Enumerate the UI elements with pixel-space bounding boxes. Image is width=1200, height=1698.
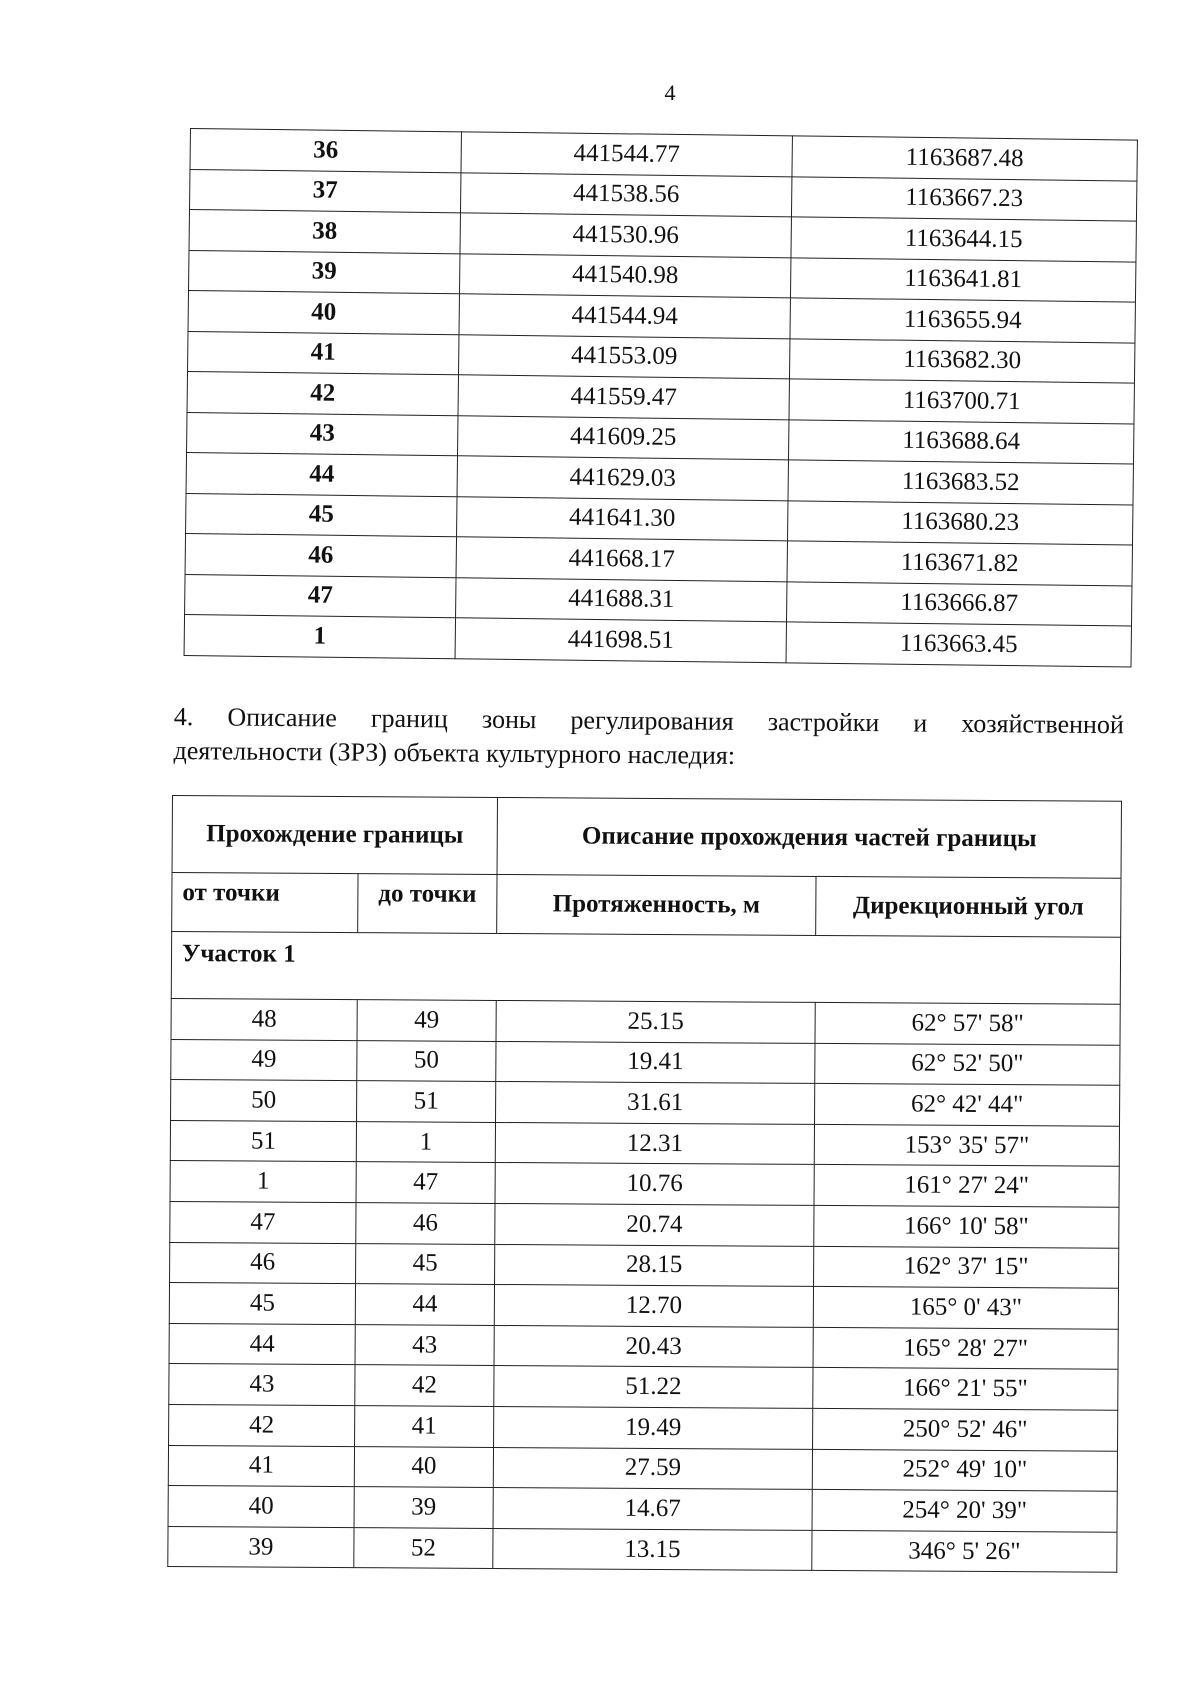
to-point: 40 [354, 1446, 493, 1487]
coord-y: 1163688.64 [788, 419, 1133, 464]
from-point: 50 [171, 1080, 357, 1122]
section-heading-line-1: 4. Описание границ зоны регулирования застройки и хозяйственной [173, 701, 1124, 740]
from-point: 43 [169, 1364, 355, 1406]
to-point: 43 [355, 1324, 494, 1365]
coord-y: 1163680.23 [788, 500, 1133, 545]
point-number: 41 [188, 331, 459, 375]
from-point: 44 [169, 1323, 355, 1365]
from-point: 39 [168, 1526, 354, 1568]
section-heading [173, 700, 1124, 776]
direction-angle: 162° 37' 15" [814, 1246, 1119, 1288]
section-row [171, 932, 1120, 1005]
boundary-row [169, 1404, 1118, 1450]
direction-angle: 161° 27' 24" [814, 1165, 1119, 1207]
to-point: 49 [357, 1000, 496, 1041]
boundary-row [170, 1242, 1119, 1288]
boundary-row [168, 1486, 1117, 1532]
to-point: 50 [357, 1040, 496, 1081]
to-point: 41 [355, 1406, 494, 1447]
from-point: 48 [171, 998, 357, 1040]
direction-angle: 166° 21' 55" [813, 1368, 1118, 1410]
boundary-row [169, 1323, 1118, 1369]
boundary-row [171, 1039, 1120, 1085]
to-point: 51 [357, 1081, 496, 1122]
segment-length: 28.15 [495, 1244, 814, 1287]
coord-x: 441544.94 [459, 294, 790, 339]
to-point: 42 [355, 1365, 494, 1406]
coord-y: 1163687.48 [792, 136, 1137, 181]
from-point: 42 [169, 1404, 355, 1446]
direction-angle: 62° 57' 58" [815, 1002, 1120, 1044]
point-number: 39 [189, 250, 460, 294]
segment-length: 20.74 [495, 1203, 814, 1246]
point-number: 43 [187, 412, 458, 456]
coord-y: 1163700.71 [789, 379, 1134, 424]
boundary-row [171, 1080, 1120, 1126]
coord-x: 441540.98 [459, 253, 790, 298]
coordinates-table-body [184, 129, 1137, 667]
coord-y: 1163641.81 [790, 257, 1135, 302]
point-number: 46 [185, 533, 456, 577]
from-point: 51 [170, 1120, 356, 1162]
from-point: 49 [171, 1039, 357, 1081]
segment-length: 14.67 [493, 1488, 812, 1531]
segment-length: 10.76 [495, 1163, 814, 1206]
boundary-row [170, 1161, 1119, 1207]
boundary-table-header [172, 796, 1122, 938]
segment-length: 13.15 [493, 1528, 812, 1571]
coord-y: 1163663.45 [786, 622, 1131, 667]
coord-x: 441609.25 [458, 415, 789, 460]
point-number: 40 [188, 290, 459, 334]
coord-x: 441538.56 [460, 172, 791, 217]
header-from-point: от точки [172, 873, 358, 933]
from-point: 1 [170, 1161, 356, 1203]
point-number: 44 [186, 452, 457, 496]
header-boundary-passage: Прохождение границы [172, 796, 497, 875]
point-number: 37 [190, 169, 461, 213]
segment-length: 27.59 [493, 1447, 812, 1490]
coord-x: 441629.03 [457, 456, 788, 501]
coord-y: 1163644.15 [791, 217, 1136, 262]
segment-length: 19.41 [496, 1041, 815, 1084]
coord-y: 1163667.23 [791, 176, 1136, 221]
segment-length: 12.31 [495, 1122, 814, 1165]
to-point: 46 [356, 1203, 495, 1244]
to-point: 45 [356, 1243, 495, 1284]
from-point: 46 [170, 1242, 356, 1284]
direction-angle: 165° 0' 43" [813, 1287, 1118, 1329]
direction-angle: 252° 49' 10" [812, 1449, 1117, 1491]
boundary-table-body [168, 932, 1121, 1573]
from-point: 45 [169, 1283, 355, 1325]
coord-x: 441559.47 [458, 375, 789, 420]
direction-angle: 165° 28' 27" [813, 1327, 1118, 1369]
coordinates-table [184, 128, 1138, 667]
segment-length: 51.22 [494, 1366, 813, 1409]
coord-x: 441688.31 [456, 577, 787, 622]
to-point: 39 [354, 1487, 493, 1528]
to-point: 47 [356, 1162, 495, 1203]
boundary-row [170, 1120, 1119, 1166]
coord-x: 441641.30 [457, 496, 788, 541]
segment-length: 31.61 [496, 1082, 815, 1125]
point-number: 45 [186, 493, 457, 537]
section-label: Участок 1 [171, 932, 1120, 1005]
from-point: 40 [168, 1486, 354, 1528]
point-number: 42 [187, 371, 458, 415]
direction-angle: 254° 20' 39" [812, 1490, 1117, 1532]
from-point: 47 [170, 1201, 356, 1243]
segment-length: 19.49 [494, 1406, 813, 1449]
coord-x: 441553.09 [459, 334, 790, 379]
boundary-row [168, 1445, 1117, 1491]
header-boundary-description: Описание прохождения частей границы [497, 797, 1121, 878]
segment-length: 12.70 [494, 1285, 813, 1328]
point-number: 38 [189, 210, 460, 254]
point-number: 36 [190, 129, 461, 173]
header-direction-angle: Дирекционный угол [816, 876, 1121, 937]
direction-angle: 166° 10' 58" [814, 1205, 1119, 1247]
header-to-point: до точки [358, 874, 497, 934]
coord-y: 1163683.52 [788, 460, 1133, 505]
to-point: 1 [356, 1121, 495, 1162]
coord-x: 441530.96 [460, 213, 791, 258]
direction-angle: 346° 5' 26" [812, 1530, 1117, 1572]
coord-y: 1163655.94 [790, 298, 1135, 343]
coord-y: 1163682.30 [789, 338, 1134, 383]
header-length: Протяженность, м [497, 874, 816, 935]
boundary-row [169, 1364, 1118, 1410]
coord-y: 1163666.87 [787, 581, 1132, 626]
direction-angle: 62° 42' 44" [815, 1084, 1120, 1126]
point-number: 1 [184, 614, 455, 658]
segment-length: 20.43 [494, 1325, 813, 1368]
to-point: 44 [355, 1284, 494, 1325]
boundary-row [171, 998, 1120, 1044]
segment-length: 25.15 [496, 1000, 815, 1043]
direction-angle: 250° 52' 46" [813, 1408, 1118, 1450]
boundary-table [167, 795, 1122, 1573]
boundary-row [169, 1283, 1118, 1329]
page-number: 4 [664, 80, 676, 105]
coord-x: 441544.77 [461, 132, 792, 177]
boundary-row [168, 1526, 1117, 1572]
coord-y: 1163671.82 [787, 541, 1132, 586]
coord-x: 441698.51 [455, 618, 786, 663]
boundary-row [170, 1201, 1119, 1247]
coord-x: 441668.17 [456, 537, 787, 582]
to-point: 52 [354, 1527, 493, 1568]
direction-angle: 153° 35' 57" [814, 1124, 1119, 1166]
direction-angle: 62° 52' 50" [815, 1043, 1120, 1085]
from-point: 41 [168, 1445, 354, 1487]
point-number: 47 [185, 574, 456, 618]
section-heading-line-2: деятельности (ЗРЗ) объекта культурного наследия: [173, 735, 736, 770]
